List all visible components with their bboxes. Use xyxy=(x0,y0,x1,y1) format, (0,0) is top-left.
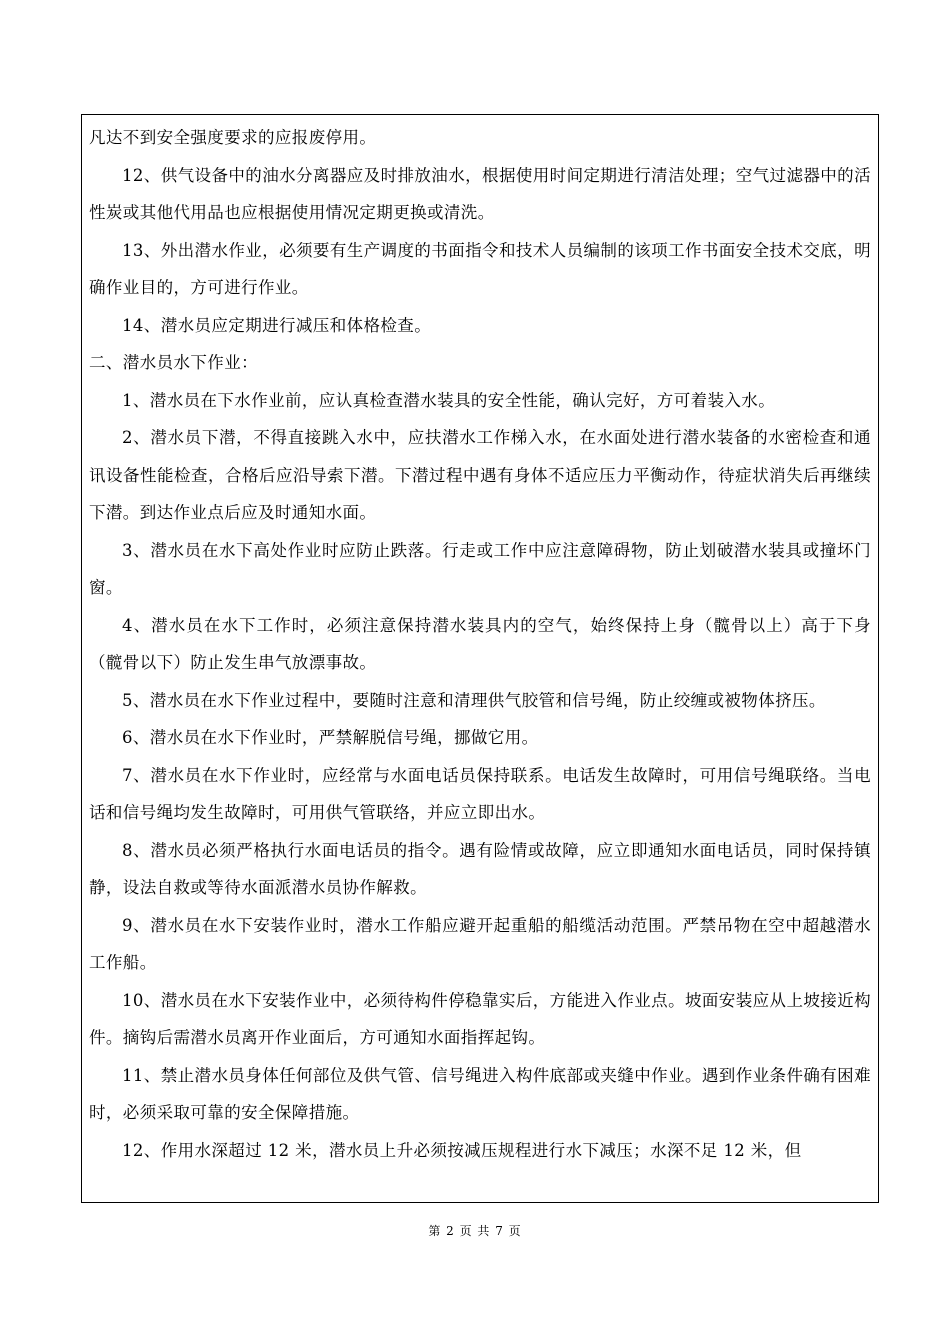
paragraph: 5、潜水员在水下作业过程中，要随时注意和清理供气胶管和信号绳，防止绞缠或被物体挤压。 xyxy=(122,690,826,710)
paragraph: 凡达不到安全强度要求的应报废停用。 xyxy=(89,128,377,147)
section-heading: 二、潜水员水下作业： xyxy=(89,353,258,372)
paragraph: 12、作用水深超过 12 米，潜水员上升必须按减压规程进行水下减压；水深不足 12 米，但 xyxy=(122,1140,802,1160)
paragraph: 13、外出潜水作业，必须要有生产调度的书面指令和技术人员编制的该项工作书面安全技术交底，明确作业目的，方可进行作业。 xyxy=(89,240,871,297)
paragraph: 9、潜水员在水下安装作业时，潜水工作船应避开起重船的船缆活动范围。严禁吊物在空中超越潜水工作船。 xyxy=(89,915,871,972)
paragraph: 4、潜水员在水下工作时，必须注意保持潜水装具内的空气，始终保持上身（髋骨以上）高于下身（髋骨以下）防止发生串气放漂事故。 xyxy=(89,615,871,672)
paragraph: 12、供气设备中的油水分离器应及时排放油水，根据使用时间定期进行清洁处理；空气过滤器中的活性炭或其他代用品也应根据使用情况定期更换或清洗。 xyxy=(89,165,871,222)
paragraph: 7、潜水员在水下作业时，应经常与水面电话员保持联系。电话发生故障时，可用信号绳联络。当电话和信号绳均发生故障时，可用供气管联络，并应立即出水。 xyxy=(89,765,871,822)
paragraph: 1、潜水员在下水作业前，应认真检查潜水装具的安全性能，确认完好，方可着装入水。 xyxy=(122,390,776,410)
paragraph: 2、潜水员下潜，不得直接跳入水中，应扶潜水工作梯入水，在水面处进行潜水装备的水密检查和通讯设备性能检查，合格后应沿导索下潜。下潜过程中遇有身体不适应压力平衡动作，待症状消失后再继续下潜。到达作业点后应及时通知水面。 xyxy=(89,428,871,522)
paragraph: 8、潜水员必须严格执行水面电话员的指令。遇有险情或故障，应立即通知水面电话员，同时保持镇静，设法自救或等待水面派潜水员协作解救。 xyxy=(89,840,871,897)
paragraph: 11、禁止潜水员身体任何部位及供气管、信号绳进入构件底部或夹缝中作业。遇到作业条件确有困难时，必须采取可靠的安全保障措施。 xyxy=(89,1065,871,1122)
paragraph: 6、潜水员在水下作业时，严禁解脱信号绳，挪做它用。 xyxy=(122,728,539,747)
document-body xyxy=(89,119,871,1169)
paragraph: 14、潜水员应定期进行减压和体格检查。 xyxy=(122,315,432,335)
document-frame xyxy=(81,114,879,1203)
paragraph: 10、潜水员在水下安装作业中，必须待构件停稳靠实后，方能进入作业点。坡面安装应从上坡接近构件。摘钩后需潜水员离开作业面后，方可通知水面指挥起钩。 xyxy=(89,990,871,1047)
paragraph: 3、潜水员在水下高处作业时应防止跌落。行走或工作中应注意障碍物，防止划破潜水装具或撞坏门窗。 xyxy=(89,540,871,597)
page-number: 第 2 页 共 7 页 xyxy=(428,1224,522,1238)
